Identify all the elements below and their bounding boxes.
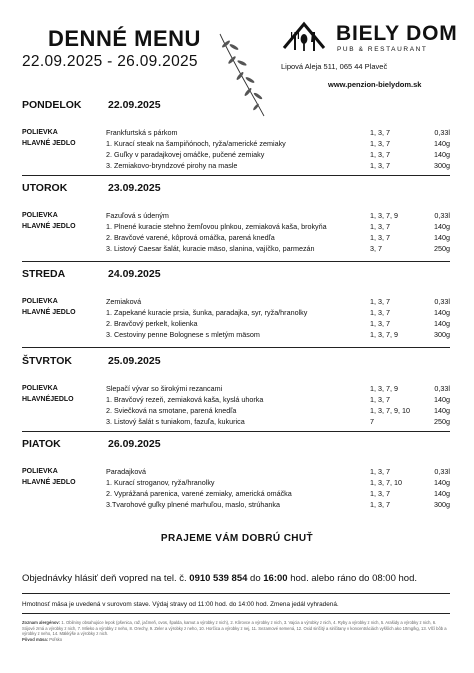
portion-size: 300g [434,330,450,339]
menu-date-range: 22.09.2025 - 26.09.2025 [22,53,198,70]
day-date: 25.09.2025 [108,355,161,367]
allergens: 1, 3, 7 [370,233,390,242]
course-label: POLIEVKA [22,298,58,305]
day-name: UTOROK [22,182,68,194]
dish-name: 2. Vyprážaná parenica, varené zemiaky, americká omáčka [106,489,292,498]
day-divider [22,431,450,432]
menu-row [22,160,450,171]
menu-row [22,232,450,243]
allergens: 1, 3, 7 [370,319,390,328]
portion-size: 140g [434,319,450,328]
allergens: 1, 3, 7 [370,489,390,498]
dish-name: Fazuľová s údeným [106,211,169,220]
portion-size: 140g [434,233,450,242]
meat-origin: Poľsko [49,636,63,642]
day-header [22,99,450,115]
allergens: 1, 3, 7 [370,467,390,476]
menu-row [22,383,450,394]
dish-name: Frankfurtská s párkom [106,128,178,137]
dish-name: 2. Guľky v paradajkovej omáčke, pučené zemiaky [106,150,265,159]
portion-size: 250g [434,244,450,253]
menu-row [22,221,450,232]
allergens: 3, 7 [370,244,382,253]
portion-size: 0,33l [434,467,450,476]
day-name: STREDA [22,268,66,280]
day-section [22,99,450,170]
dish-name: 3. Listový Caesar šalát, kuracie mäso, slanina, vajíčko, parmezán [106,244,315,253]
dish-name: 3. Zemiakovo-bryndzové pirohy na masle [106,161,238,170]
menu-row [22,307,450,318]
closing-message: PRAJEME VÁM DOBRÚ CHUŤ [160,533,314,544]
portion-size: 140g [434,489,450,498]
day-name: ŠTVRTOK [22,355,72,367]
dish-name: 2. Sviečková na smotane, parená knedľa [106,406,237,415]
menu-row [22,296,450,307]
order-suffix: hod. alebo ráno do 08:00 hod. [287,573,417,584]
menu-row [22,127,450,138]
day-divider [22,261,450,262]
course-label: HLAVNÉ JEDLO [22,309,76,316]
course-label: HLAVNÉ JEDLO [22,140,76,147]
day-section [22,355,450,426]
allergens: 1, 3, 7, 9 [370,384,398,393]
day-date: 23.09.2025 [108,182,161,194]
day-header [22,182,450,198]
dish-name: Zemiaková [106,297,142,306]
menu-row [22,149,450,160]
course-label: HLAVNÉ JEDLO [22,479,76,486]
dish-name: 3.Tvarohové guľky plnené marhuľou, maslo, strúhanka [106,500,280,509]
course-label: POLIEVKA [22,129,58,136]
order-prefix: Objednávky hlásiť deň vopred na tel. č. [22,573,190,584]
portion-size: 140g [434,139,450,148]
menu-row [22,394,450,405]
dish-name: 1. Zapekané kuracie prsia, šunka, paradajka, syr, ryža/hranolky [106,308,308,317]
day-header [22,438,450,454]
dish-name: 1. Kurací steak na šampiňónoch, ryža/americké zemiaky [106,139,286,148]
allergens: 7 [370,417,374,426]
day-divider [22,347,450,348]
menu-row [22,405,450,416]
menu-row [22,488,450,499]
allergen-fine-print [22,620,450,642]
allergens: 1, 3, 7 [370,297,390,306]
dish-name: Slepačí vývar so širokými rezancami [106,384,223,393]
dish-name: 1. Kurací stroganov, ryža/hranolky [106,478,215,487]
dish-name: 2. Bravčový perkelt, kolienka [106,319,198,328]
allergens: 1, 3, 7 [370,139,390,148]
allergens: 1, 3, 7 [370,150,390,159]
portion-size: 140g [434,406,450,415]
order-phone[interactable]: 0910 539 854 [189,573,248,584]
day-section [22,438,450,509]
brand-subtitle: PUB & RESTAURANT [337,46,428,53]
menu-row [22,243,450,254]
course-label: POLIEVKA [22,212,58,219]
portion-size: 140g [434,308,450,317]
menu-row [22,318,450,329]
course-label: HLAVNÉ JEDLO [22,223,76,230]
portion-size: 300g [434,500,450,509]
portion-size: 250g [434,417,450,426]
portion-size: 300g [434,161,450,170]
menu-row [22,329,450,340]
day-date: 24.09.2025 [108,268,161,280]
allergen-label: Zoznam alergénov: [22,620,61,625]
portion-size: 140g [434,150,450,159]
allergens: 1, 3, 7 [370,308,390,317]
portion-size: 0,33l [434,128,450,137]
allergens: 1, 3, 7 [370,161,390,170]
restaurant-address: Lipová Aleja 511, 065 44 Plaveč [281,62,388,71]
course-label: POLIEVKA [22,385,58,392]
menu-row [22,477,450,488]
allergens: 1, 3, 7 [370,222,390,231]
day-date: 26.09.2025 [108,438,161,450]
dish-name: Paradajková [106,467,146,476]
page-title: DENNÉ MENU [48,26,201,51]
menu-row [22,210,450,221]
portion-size: 0,33l [434,297,450,306]
allergens: 1, 3, 7, 9 [370,330,398,339]
cutlery-logo-icon [280,20,328,54]
portion-size: 0,33l [434,211,450,220]
meat-origin-label: Pôvod mäsa: [22,636,49,642]
portion-size: 0,33l [434,384,450,393]
course-label: POLIEVKA [22,468,58,475]
divider [22,593,450,594]
order-mid: do [247,573,264,584]
allergens: 1, 3, 7, 9, 10 [370,406,410,415]
course-label: HLAVNÉJEDLO [22,396,74,403]
dish-name: 1. Plnené kuracie stehno žemľovou plnkou, zemiaková kaša, brokyňa [106,222,327,231]
dish-name: 3. Cestoviny penne Bolognese s mletým mäsom [106,330,260,339]
menu-row [22,416,450,427]
order-info [22,573,417,584]
day-name: PIATOK [22,438,61,450]
day-date: 22.09.2025 [108,99,161,111]
website-link[interactable]: www.penzion-bielydom.sk [328,80,422,89]
dish-name: 1. Bravčový rezeň, zemiaková kaša, kyslá uhorka [106,395,264,404]
day-divider [22,175,450,176]
day-section [22,268,450,339]
portion-size: 140g [434,222,450,231]
divider [22,613,450,614]
allergen-list: 1. Obilniny obsahujúce lepok (pšenica, raž, jačmeň, ovos, špalda, kamut a výrobky z nich), 2. Kôrovce a výrobky z nich, 3. Vajcia a výrobky z nich, 4. Ryby a výrobky z nich, 5. Arašidy a výrobky z nich, 6. Sójové zrná a výrobky z nich, 7. Mlieko a výrobky z neho, 8. Orechy, 9. Zeler a výrobky z neho, 10. Horčica a výrobky z nej, 11. Sezamové semená, 12. Oxid siričitý a siričitany v koncentráciách vyšších ako 10mg/kg, 13. Vlčí bôb a výrobky z neho, 14. Mäkkýše a výrobky z nich. [22,620,447,637]
menu-row [22,138,450,149]
day-header [22,268,450,284]
allergens: 1, 3, 7 [370,500,390,509]
menu-row [22,466,450,477]
portion-size: 140g [434,478,450,487]
menu-row [22,499,450,510]
weight-note: Hmotnosť mäsa je uvedená v surovom stave. Výdaj stravy od 11:00 hod. do 14:00 hod. Zmena jedál vyhradená. [22,601,339,608]
dish-name: 3. Listový šalát s tuniakom, fazuľa, kukurica [106,417,245,426]
day-section [22,182,450,253]
brand-name: BIELY DOM [336,22,458,45]
allergens: 1, 3, 7 [370,395,390,404]
allergens: 1, 3, 7 [370,128,390,137]
order-time: 16:00 [263,573,288,584]
allergens: 1, 3, 7, 9 [370,211,398,220]
portion-size: 140g [434,395,450,404]
day-header [22,355,450,371]
day-name: PONDELOK [22,99,82,111]
allergens: 1, 3, 7, 10 [370,478,402,487]
dish-name: 2. Bravčové varené, kôprová omáčka, parená knedľa [106,233,275,242]
